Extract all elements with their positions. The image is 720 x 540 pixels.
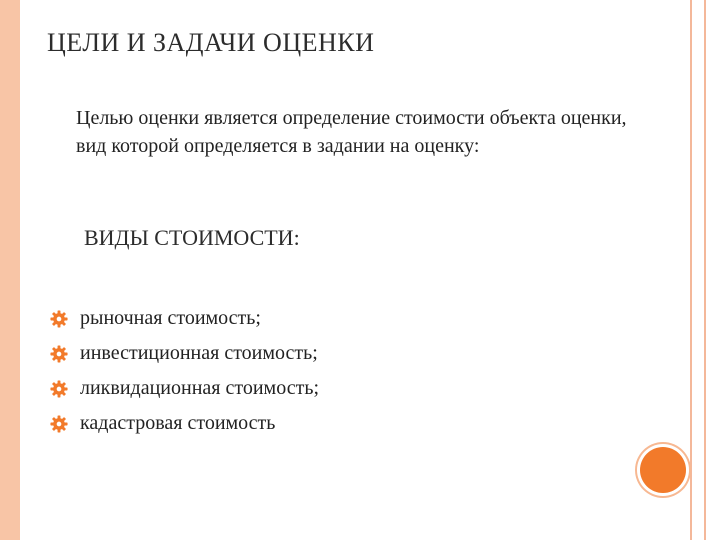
gear-icon xyxy=(50,345,68,363)
list-item-label: ликвидационная стоимость; xyxy=(80,377,319,399)
list-item xyxy=(50,301,319,336)
goal-paragraph: Целью оценки является определение стоимости объекта оценки, вид которой определяется в задании на оценку: xyxy=(76,107,627,157)
right-accent-line xyxy=(690,0,692,540)
list-item-label: рыночная стоимость; xyxy=(80,307,261,329)
gear-icon xyxy=(50,415,68,433)
list-item xyxy=(50,336,319,371)
gear-icon xyxy=(50,310,68,328)
slide-title: ЦЕЛИ И ЗАДАЧИ ОЦЕНКИ xyxy=(47,28,375,57)
list-item xyxy=(50,371,319,406)
list-item-label: кадастровая стоимость xyxy=(80,412,276,434)
right-accent-line-outer xyxy=(704,0,706,540)
gear-icon xyxy=(50,380,68,398)
decorative-circle xyxy=(640,447,686,493)
list-item xyxy=(50,406,319,441)
value-types-heading: ВИДЫ СТОИМОСТИ: xyxy=(84,225,300,250)
value-types-list xyxy=(50,301,319,441)
list-item-label: инвестиционная стоимость; xyxy=(80,342,318,364)
left-accent-bar xyxy=(0,0,20,540)
